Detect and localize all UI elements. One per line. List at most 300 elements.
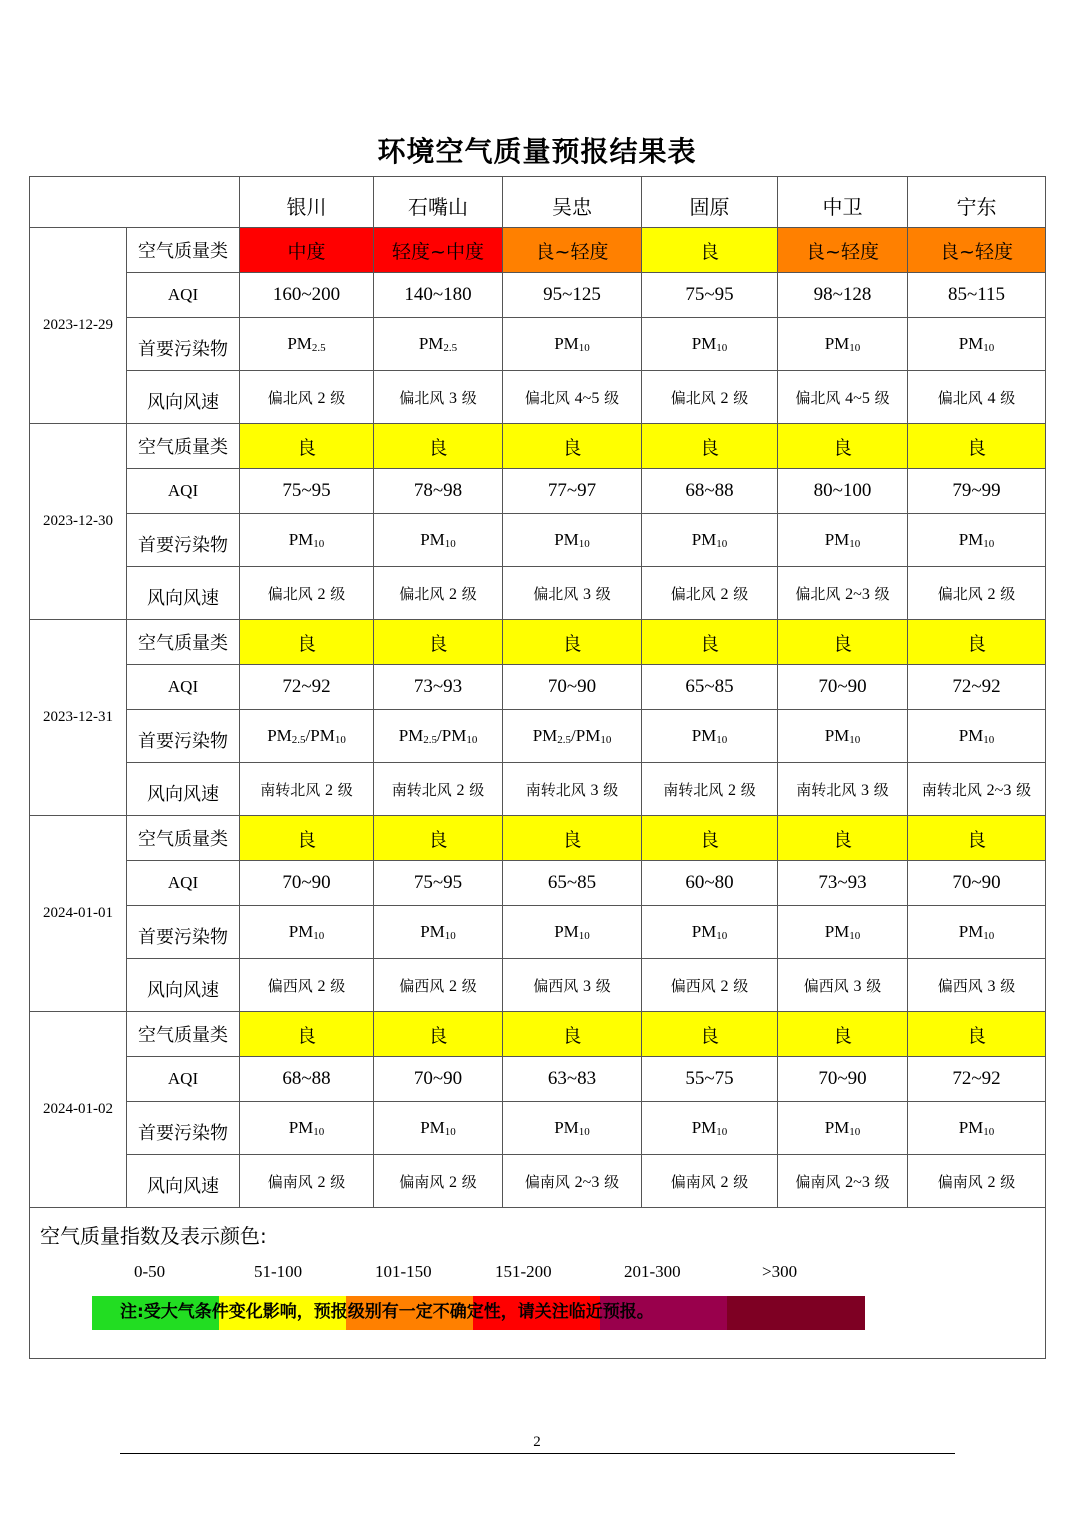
wind-row <box>30 763 1046 816</box>
wind-direction: 偏西风 <box>267 976 313 995</box>
wind-forecast <box>240 371 374 424</box>
wind-direction: 偏北风 <box>267 388 313 407</box>
aqi-value: 68~88 <box>642 469 778 514</box>
pollutant-subscript: 10 <box>334 734 346 746</box>
primary-pollutant <box>240 906 374 959</box>
wind-unit: 级 <box>469 780 485 799</box>
primary-pollutant <box>778 710 908 763</box>
row-label-wind: 风向风速 <box>127 1155 240 1208</box>
page-number: 2 <box>533 1434 541 1450</box>
pollutant-row <box>30 318 1046 371</box>
city-header: 银川 <box>240 177 374 228</box>
wind-forecast <box>908 371 1046 424</box>
pollutant-subscript: 10 <box>983 538 995 550</box>
row-label-aqi: AQI <box>127 1057 240 1102</box>
pollutant-name: PM <box>420 1118 445 1137</box>
forecast-date: 2023-12-31 <box>30 620 127 816</box>
row-label-pollutant: 首要污染物 <box>127 318 240 371</box>
wind-level: 2~3 <box>986 781 1012 799</box>
pollutant-subscript: 10 <box>313 1126 325 1138</box>
primary-pollutant <box>240 318 374 371</box>
pollutant-subscript: 10 <box>849 538 861 550</box>
primary-pollutant <box>503 514 642 567</box>
wind-forecast <box>908 959 1046 1012</box>
primary-pollutant <box>642 1102 778 1155</box>
wind-level: 3 <box>583 585 591 603</box>
wind-level: 2 <box>720 1173 729 1191</box>
forecast-date: 2024-01-02 <box>30 1012 127 1208</box>
aqi-value: 140~180 <box>374 273 503 318</box>
row-label-wind: 风向风速 <box>127 567 240 620</box>
aqi-category-cell: 良 <box>240 816 374 861</box>
wind-forecast <box>503 567 642 620</box>
wind-unit: 级 <box>337 780 353 799</box>
pollutant-subscript: 10 <box>983 342 995 354</box>
pollutant-name: PM <box>691 1118 717 1137</box>
primary-pollutant <box>642 514 778 567</box>
category-row <box>30 424 1046 469</box>
pollutant-subscript: 2.5 <box>423 734 438 746</box>
row-label-category: 空气质量类 <box>127 424 240 469</box>
wind-forecast <box>778 371 908 424</box>
primary-pollutant <box>374 1102 503 1155</box>
row-label-pollutant: 首要污染物 <box>127 710 240 763</box>
wind-forecast <box>642 763 778 816</box>
wind-direction: 偏西风 <box>399 976 445 995</box>
primary-pollutant <box>908 514 1046 567</box>
aqi-row <box>30 469 1046 514</box>
primary-pollutant <box>503 1102 642 1155</box>
page-title: 环境空气质量预报结果表 <box>377 135 697 168</box>
pollutant-subscript: 10 <box>578 342 590 354</box>
wind-direction: 偏北风 <box>267 584 313 603</box>
aqi-category-cell: 良 <box>778 816 908 861</box>
wind-level: 2 <box>449 585 457 603</box>
wind-forecast <box>908 763 1046 816</box>
wind-direction: 偏北风 <box>670 388 716 407</box>
wind-unit: 级 <box>874 1172 890 1191</box>
row-label-pollutant: 首要污染物 <box>127 1102 240 1155</box>
header-row <box>30 177 1046 228</box>
wind-level: 3 <box>987 977 996 995</box>
wind-direction: 南转北风 <box>391 780 452 799</box>
wind-level: 4 <box>987 389 996 407</box>
wind-direction: 偏北风 <box>533 584 579 603</box>
legend-row <box>30 1208 1046 1359</box>
pollutant-subscript: 10 <box>578 930 590 942</box>
aqi-value: 65~85 <box>503 861 642 906</box>
aqi-value: 75~95 <box>642 273 778 318</box>
aqi-category-cell: 良 <box>374 424 503 469</box>
aqi-value: 160~200 <box>240 273 374 318</box>
wind-forecast <box>374 567 503 620</box>
pollutant-name: PM <box>554 1118 579 1137</box>
wind-level: 2 <box>317 1173 326 1191</box>
aqi-category-cell: 良 <box>778 424 908 469</box>
legend-range-label: 201-300 <box>624 1262 681 1281</box>
pollutant-subscript: 10 <box>578 1126 590 1138</box>
wind-direction: 偏西风 <box>533 976 579 995</box>
aqi-color-legend <box>30 1208 1046 1359</box>
wind-direction: 偏南风 <box>937 1172 983 1191</box>
pollutant-name: PM <box>824 1118 850 1137</box>
city-header: 吴忠 <box>503 177 642 228</box>
aqi-category-cell: 良~轻度 <box>778 228 908 273</box>
wind-unit: 级 <box>740 780 756 799</box>
row-label-pollutant: 首要污染物 <box>127 514 240 567</box>
pollutant-subscript: 2.5 <box>291 734 306 746</box>
wind-direction: 偏北风 <box>670 584 716 603</box>
wind-forecast <box>642 959 778 1012</box>
aqi-category-cell: 良 <box>240 1012 374 1057</box>
wind-forecast <box>778 567 908 620</box>
wind-unit: 级 <box>733 388 749 407</box>
wind-level: 2 <box>449 977 457 995</box>
wind-forecast <box>240 763 374 816</box>
aqi-value: 68~88 <box>240 1057 374 1102</box>
row-label-wind: 风向风速 <box>127 959 240 1012</box>
pollutant-name: PM <box>554 334 579 353</box>
aqi-row <box>30 861 1046 906</box>
forecast-date: 2024-01-01 <box>30 816 127 1012</box>
pollutant-name: PM <box>824 530 850 549</box>
aqi-value: 55~75 <box>642 1057 778 1102</box>
aqi-value: 98~128 <box>778 273 908 318</box>
wind-direction: 偏北风 <box>524 388 570 407</box>
row-label-pollutant: 首要污染物 <box>127 906 240 959</box>
aqi-category-cell: 良 <box>778 1012 908 1057</box>
wind-forecast <box>503 371 642 424</box>
aqi-value: 70~90 <box>778 1057 908 1102</box>
wind-unit: 级 <box>604 1172 620 1191</box>
primary-pollutant <box>374 710 503 763</box>
wind-unit: 级 <box>461 584 477 603</box>
city-header: 石嘴山 <box>374 177 503 228</box>
row-label-category: 空气质量类 <box>127 816 240 861</box>
wind-unit: 级 <box>874 388 890 407</box>
wind-unit: 级 <box>866 976 882 995</box>
pollutant-name: /PM <box>571 726 601 745</box>
aqi-value: 75~95 <box>374 861 503 906</box>
wind-level: 3 <box>583 977 591 995</box>
pollutant-name: PM <box>288 922 314 941</box>
pollutant-subscript: 10 <box>983 1126 995 1138</box>
aqi-value: 72~92 <box>908 1057 1046 1102</box>
primary-pollutant <box>374 514 503 567</box>
wind-unit: 级 <box>603 780 619 799</box>
primary-pollutant <box>778 318 908 371</box>
pollutant-subscript: 10 <box>578 538 590 550</box>
wind-direction: 偏西风 <box>670 976 716 995</box>
wind-level: 2 <box>456 781 465 799</box>
aqi-value: 72~92 <box>240 665 374 710</box>
primary-pollutant <box>240 710 374 763</box>
wind-level: 4~5 <box>574 389 600 407</box>
wind-direction: 偏北风 <box>399 584 445 603</box>
wind-unit: 级 <box>1016 780 1032 799</box>
wind-unit: 级 <box>330 584 346 603</box>
aqi-category-cell: 良 <box>642 816 778 861</box>
pollutant-subscript: 10 <box>716 1126 728 1138</box>
wind-level: 2 <box>987 585 996 603</box>
pollutant-subscript: 10 <box>716 538 728 550</box>
primary-pollutant <box>908 318 1046 371</box>
legend-color-swatch <box>727 1296 865 1330</box>
pollutant-name: PM <box>958 334 984 353</box>
aqi-value: 72~92 <box>908 665 1046 710</box>
legend-range-label: 101-150 <box>375 1262 432 1281</box>
pollutant-subscript: 10 <box>849 1126 861 1138</box>
wind-unit: 级 <box>595 584 611 603</box>
pollutant-name: PM <box>958 530 984 549</box>
wind-unit: 级 <box>461 1172 477 1191</box>
wind-forecast <box>503 959 642 1012</box>
wind-unit: 级 <box>733 584 749 603</box>
aqi-category-cell: 中度 <box>240 228 374 273</box>
wind-forecast <box>908 1155 1046 1208</box>
aqi-category-cell: 良 <box>240 620 374 665</box>
wind-forecast <box>778 1155 908 1208</box>
wind-unit: 级 <box>330 388 346 407</box>
wind-forecast <box>642 371 778 424</box>
primary-pollutant <box>908 906 1046 959</box>
wind-direction: 偏南风 <box>267 1172 313 1191</box>
pollutant-subscript: 10 <box>983 734 995 746</box>
aqi-category-cell: 良 <box>908 1012 1046 1057</box>
wind-level: 2 <box>728 781 736 799</box>
primary-pollutant <box>642 710 778 763</box>
aqi-value: 70~90 <box>908 861 1046 906</box>
pollutant-name: PM <box>824 334 850 353</box>
pollutant-name: PM <box>691 726 717 745</box>
wind-unit: 级 <box>461 388 477 407</box>
wind-row <box>30 567 1046 620</box>
wind-level: 3 <box>861 781 869 799</box>
footer-rule <box>120 1453 955 1454</box>
aqi-category-cell: 良 <box>503 620 642 665</box>
pollutant-name: PM <box>288 1118 314 1137</box>
wind-unit: 级 <box>330 1172 346 1191</box>
aqi-value: 70~90 <box>503 665 642 710</box>
pollutant-name: PM <box>691 530 717 549</box>
pollutant-name: PM <box>418 334 444 353</box>
pollutant-name: PM <box>958 726 984 745</box>
wind-level: 2 <box>317 389 326 407</box>
aqi-category-cell: 良~轻度 <box>503 228 642 273</box>
row-label-aqi: AQI <box>127 469 240 514</box>
wind-direction: 偏西风 <box>937 976 983 995</box>
primary-pollutant <box>908 710 1046 763</box>
wind-level: 2 <box>317 977 326 995</box>
aqi-category-cell: 良 <box>240 424 374 469</box>
pollutant-subscript: 10 <box>716 930 728 942</box>
wind-level: 2 <box>720 977 729 995</box>
pollutant-row <box>30 1102 1046 1155</box>
wind-direction: 偏北风 <box>399 388 445 407</box>
wind-direction: 南转北风 <box>921 780 982 799</box>
wind-direction: 偏西风 <box>803 976 849 995</box>
aqi-value: 73~93 <box>374 665 503 710</box>
disclaimer-note: 注:受大气条件变化影响，预报级别有一定不确定性，请关注临近预报。 <box>120 1302 654 1322</box>
aqi-value: 80~100 <box>778 469 908 514</box>
row-label-aqi: AQI <box>127 665 240 710</box>
category-row <box>30 816 1046 861</box>
aqi-value: 75~95 <box>240 469 374 514</box>
aqi-category-cell: 轻度~中度 <box>374 228 503 273</box>
wind-forecast <box>642 1155 778 1208</box>
wind-level: 2 <box>325 781 333 799</box>
wind-direction: 偏南风 <box>399 1172 445 1191</box>
aqi-category-cell: 良 <box>778 620 908 665</box>
wind-level: 2~3 <box>574 1173 600 1191</box>
wind-direction: 偏南风 <box>670 1172 716 1191</box>
wind-level: 2 <box>987 1173 996 1191</box>
wind-level: 3 <box>449 389 457 407</box>
pollutant-subscript: 10 <box>716 342 728 354</box>
pollutant-name: PM <box>824 726 850 745</box>
pollutant-subscript: 10 <box>444 930 456 942</box>
legend-range-label: >300 <box>762 1262 798 1281</box>
wind-direction: 偏北风 <box>795 584 841 603</box>
pollutant-subscript: 10 <box>716 734 728 746</box>
row-label-wind: 风向风速 <box>127 371 240 424</box>
wind-row <box>30 959 1046 1012</box>
wind-level: 3 <box>853 977 862 995</box>
aqi-category-cell: 良 <box>642 1012 778 1057</box>
wind-row <box>30 1155 1046 1208</box>
primary-pollutant <box>503 906 642 959</box>
pollutant-subscript: 10 <box>849 342 861 354</box>
primary-pollutant <box>778 1102 908 1155</box>
wind-forecast <box>240 567 374 620</box>
city-header: 固原 <box>642 177 778 228</box>
wind-direction: 南转北风 <box>663 780 724 799</box>
forecast-date: 2023-12-29 <box>30 228 127 424</box>
pollutant-row <box>30 906 1046 959</box>
header-corner <box>30 177 240 228</box>
forecast-date: 2023-12-30 <box>30 424 127 620</box>
pollutant-name: PM <box>691 334 717 353</box>
aqi-category-cell: 良 <box>503 424 642 469</box>
aqi-row <box>30 273 1046 318</box>
wind-direction: 偏北风 <box>795 388 841 407</box>
pollutant-subscript: 10 <box>849 930 861 942</box>
row-label-category: 空气质量类 <box>127 620 240 665</box>
primary-pollutant <box>374 318 503 371</box>
wind-level: 2~3 <box>845 1173 870 1191</box>
aqi-category-cell: 良 <box>503 816 642 861</box>
pollutant-subscript: 10 <box>849 734 861 746</box>
wind-forecast <box>908 567 1046 620</box>
row-label-aqi: AQI <box>127 861 240 906</box>
pollutant-row <box>30 514 1046 567</box>
aqi-value: 65~85 <box>642 665 778 710</box>
row-label-category: 空气质量类 <box>127 228 240 273</box>
pollutant-name: PM <box>532 726 558 745</box>
wind-forecast <box>374 959 503 1012</box>
wind-unit: 级 <box>461 976 477 995</box>
wind-direction: 南转北风 <box>260 780 321 799</box>
wind-direction: 偏北风 <box>937 388 983 407</box>
pollutant-subscript: 10 <box>444 1126 456 1138</box>
aqi-category-cell: 良 <box>642 620 778 665</box>
wind-direction: 南转北风 <box>796 780 857 799</box>
wind-forecast <box>778 959 908 1012</box>
wind-direction: 偏南风 <box>524 1172 570 1191</box>
pollutant-name: /PM <box>437 726 467 745</box>
city-header: 宁东 <box>908 177 1046 228</box>
aqi-category-cell: 良 <box>503 1012 642 1057</box>
primary-pollutant <box>642 318 778 371</box>
primary-pollutant <box>240 514 374 567</box>
row-label-wind: 风向风速 <box>127 763 240 816</box>
primary-pollutant <box>503 710 642 763</box>
aqi-category-cell: 良 <box>374 816 503 861</box>
aqi-category-cell: 良 <box>642 424 778 469</box>
wind-unit: 级 <box>1000 1172 1016 1191</box>
primary-pollutant <box>374 906 503 959</box>
aqi-value: 60~80 <box>642 861 778 906</box>
aqi-category-cell: 良 <box>908 424 1046 469</box>
wind-unit: 级 <box>733 976 749 995</box>
pollutant-subscript: 10 <box>983 930 995 942</box>
wind-unit: 级 <box>733 1172 749 1191</box>
wind-level: 2 <box>317 585 326 603</box>
primary-pollutant <box>503 318 642 371</box>
aqi-value: 70~90 <box>374 1057 503 1102</box>
wind-level: 2 <box>720 585 729 603</box>
pollutant-name: PM <box>420 922 445 941</box>
aqi-category-cell: 良 <box>642 228 778 273</box>
primary-pollutant <box>778 514 908 567</box>
wind-unit: 级 <box>1000 976 1016 995</box>
pollutant-name: PM <box>287 334 312 353</box>
aqi-value: 77~97 <box>503 469 642 514</box>
pollutant-name: PM <box>288 530 314 549</box>
legend-range-label: 151-200 <box>495 1262 552 1281</box>
pollutant-name: PM <box>691 922 717 941</box>
pollutant-subscript: 10 <box>600 734 612 746</box>
wind-forecast <box>374 371 503 424</box>
aqi-value: 63~83 <box>503 1057 642 1102</box>
pollutant-subscript: 10 <box>313 930 325 942</box>
category-row <box>30 228 1046 273</box>
city-header: 中卫 <box>778 177 908 228</box>
wind-unit: 级 <box>1000 388 1016 407</box>
wind-forecast <box>240 959 374 1012</box>
category-row <box>30 1012 1046 1057</box>
aqi-value: 73~93 <box>778 861 908 906</box>
aqi-value: 95~125 <box>503 273 642 318</box>
aqi-value: 79~99 <box>908 469 1046 514</box>
pollutant-subscript: 10 <box>466 734 478 746</box>
pollutant-row <box>30 710 1046 763</box>
wind-level: 4~5 <box>845 389 870 407</box>
aqi-category-cell: 良 <box>374 620 503 665</box>
primary-pollutant <box>240 1102 374 1155</box>
primary-pollutant <box>778 906 908 959</box>
pollutant-subscript: 2.5 <box>443 342 458 354</box>
wind-unit: 级 <box>604 388 620 407</box>
forecast-table <box>29 176 1046 1359</box>
pollutant-name: PM <box>398 726 424 745</box>
pollutant-name: PM <box>958 922 984 941</box>
primary-pollutant <box>642 906 778 959</box>
wind-direction: 偏北风 <box>937 584 983 603</box>
pollutant-subscript: 2.5 <box>557 734 572 746</box>
aqi-value: 78~98 <box>374 469 503 514</box>
aqi-row <box>30 665 1046 710</box>
